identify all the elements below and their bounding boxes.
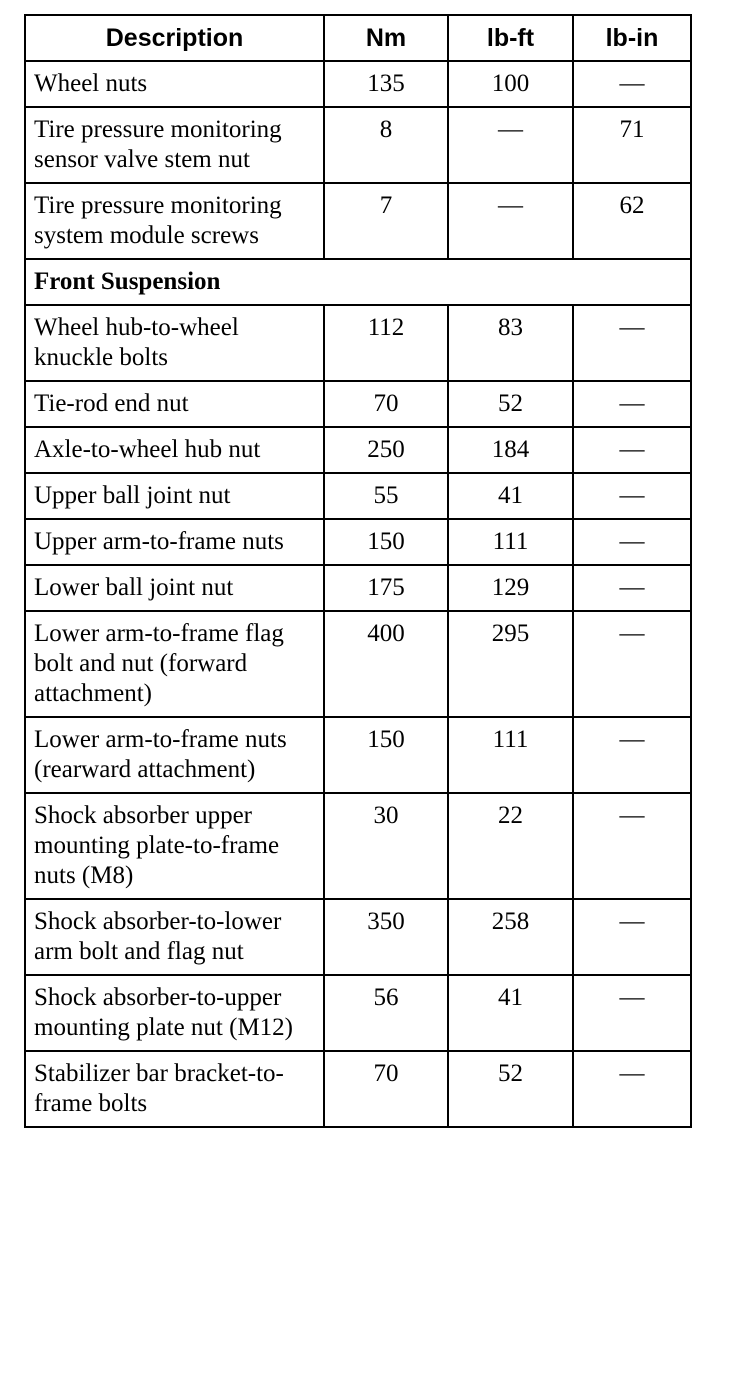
- row-description: Shock absorber-to-upper mounting plate nut (M12): [25, 975, 324, 1051]
- row-description: Upper arm-to-frame nuts: [25, 519, 324, 565]
- row-lbin: —: [573, 61, 691, 107]
- row-lbft: 258: [448, 899, 573, 975]
- table-row: [25, 473, 691, 519]
- row-lbft: 52: [448, 381, 573, 427]
- table-row: [25, 611, 691, 717]
- row-lbft: —: [448, 107, 573, 183]
- row-description: Stabilizer bar bracket-to-frame bolts: [25, 1051, 324, 1127]
- row-lbin: —: [573, 305, 691, 381]
- row-nm: 7: [324, 183, 448, 259]
- row-lbft: 111: [448, 717, 573, 793]
- row-lbin: —: [573, 519, 691, 565]
- table-row: [25, 305, 691, 381]
- row-lbft: 41: [448, 975, 573, 1051]
- row-description: Upper ball joint nut: [25, 473, 324, 519]
- header-description: Description: [25, 15, 324, 61]
- row-lbin: —: [573, 565, 691, 611]
- header-row: [25, 15, 691, 61]
- table-row: [25, 975, 691, 1051]
- row-lbin: —: [573, 427, 691, 473]
- row-description: Lower arm-to-frame nuts (rearward attachment): [25, 717, 324, 793]
- table-row: [25, 427, 691, 473]
- row-nm: 135: [324, 61, 448, 107]
- table-row: [25, 107, 691, 183]
- table-row: [25, 183, 691, 259]
- row-description: Tire pressure monitoring system module screws: [25, 183, 324, 259]
- row-description: Lower arm-to-frame flag bolt and nut (forward attachment): [25, 611, 324, 717]
- row-description: Tire pressure monitoring sensor valve stem nut: [25, 107, 324, 183]
- row-nm: 70: [324, 1051, 448, 1127]
- row-nm: 70: [324, 381, 448, 427]
- row-lbft: 295: [448, 611, 573, 717]
- row-nm: 30: [324, 793, 448, 899]
- row-description: Axle-to-wheel hub nut: [25, 427, 324, 473]
- table-row: [25, 1051, 691, 1127]
- row-lbft: 184: [448, 427, 573, 473]
- row-nm: 150: [324, 519, 448, 565]
- table-row: [25, 519, 691, 565]
- row-lbin: 71: [573, 107, 691, 183]
- row-lbin: 62: [573, 183, 691, 259]
- row-nm: 175: [324, 565, 448, 611]
- row-description: Lower ball joint nut: [25, 565, 324, 611]
- table-row: [25, 381, 691, 427]
- row-lbft: 129: [448, 565, 573, 611]
- table-row: [25, 899, 691, 975]
- row-lbin: —: [573, 899, 691, 975]
- row-nm: 55: [324, 473, 448, 519]
- row-nm: 150: [324, 717, 448, 793]
- row-lbft: 100: [448, 61, 573, 107]
- row-lbft: —: [448, 183, 573, 259]
- row-lbin: —: [573, 611, 691, 717]
- row-nm: 350: [324, 899, 448, 975]
- row-lbin: —: [573, 473, 691, 519]
- row-lbin: —: [573, 717, 691, 793]
- row-description: Shock absorber-to-lower arm bolt and flag nut: [25, 899, 324, 975]
- header-lbin: lb-in: [573, 15, 691, 61]
- header-lbft: lb-ft: [448, 15, 573, 61]
- table-row: [25, 793, 691, 899]
- table-row: [25, 717, 691, 793]
- section-row: [25, 259, 691, 305]
- row-lbin: —: [573, 975, 691, 1051]
- row-nm: 400: [324, 611, 448, 717]
- row-lbin: —: [573, 1051, 691, 1127]
- row-lbft: 52: [448, 1051, 573, 1127]
- torque-spec-table: [24, 14, 692, 1128]
- row-description: Tie-rod end nut: [25, 381, 324, 427]
- table-row: [25, 61, 691, 107]
- row-lbft: 22: [448, 793, 573, 899]
- header-nm: Nm: [324, 15, 448, 61]
- row-nm: 56: [324, 975, 448, 1051]
- row-nm: 112: [324, 305, 448, 381]
- section-title: Front Suspension: [25, 259, 691, 305]
- row-description: Wheel nuts: [25, 61, 324, 107]
- row-description: Shock absorber upper mounting plate-to-frame nuts (M8): [25, 793, 324, 899]
- row-description: Wheel hub-to-wheel knuckle bolts: [25, 305, 324, 381]
- row-nm: 250: [324, 427, 448, 473]
- row-lbin: —: [573, 793, 691, 899]
- row-lbft: 111: [448, 519, 573, 565]
- row-lbin: —: [573, 381, 691, 427]
- row-lbft: 41: [448, 473, 573, 519]
- row-nm: 8: [324, 107, 448, 183]
- table-row: [25, 565, 691, 611]
- row-lbft: 83: [448, 305, 573, 381]
